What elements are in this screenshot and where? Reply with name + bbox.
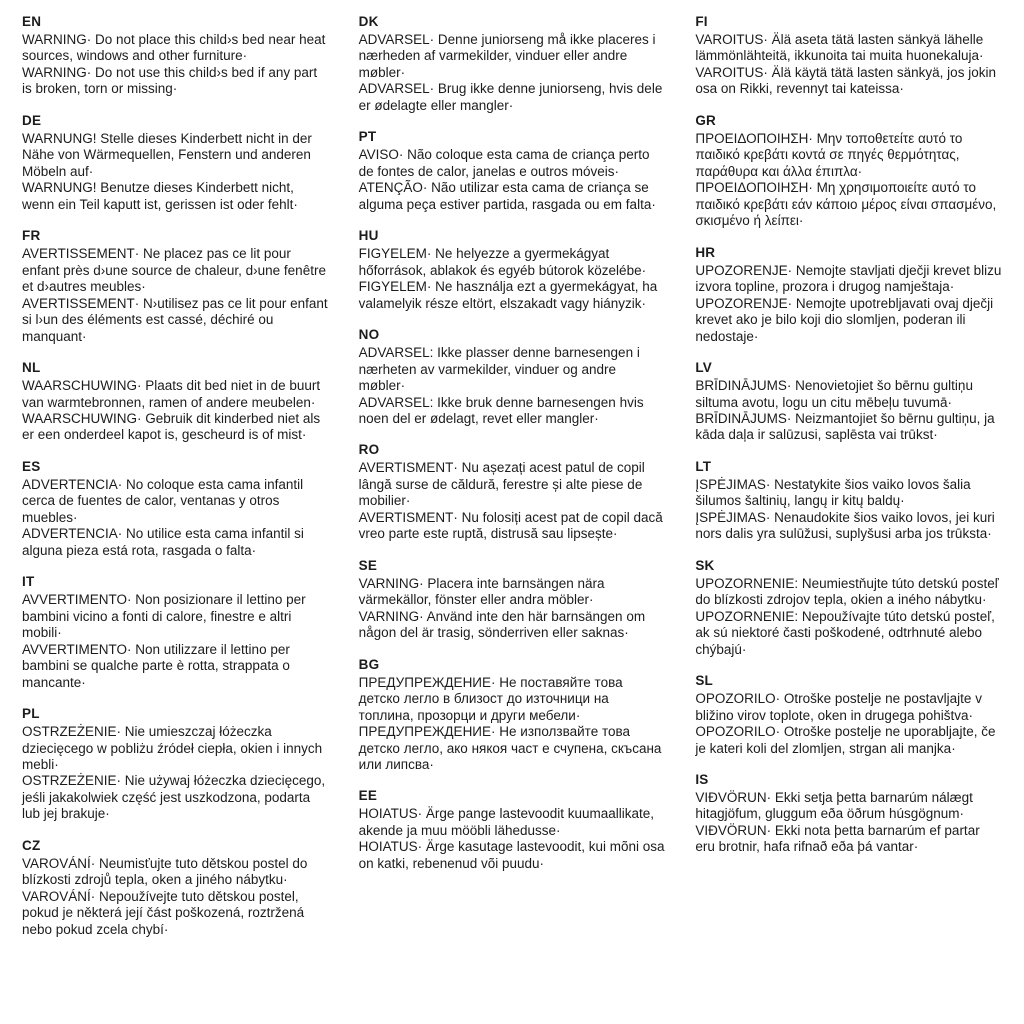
warning-paragraphs bbox=[359, 806, 666, 872]
warning-paragraph: VIÐVÖRUN· Ekki setja þetta barnarúm nálægt hitagjöfum, gluggum eða öðrum húsgögnum· bbox=[695, 790, 973, 822]
warning-paragraph: OSTRZEŻENIE· Nie umieszczaj łóżeczka dziecięcego w pobliżu źródeł ciepła, okien i innych mebli· bbox=[22, 724, 323, 772]
warning-paragraph: AVERTISSEMENT· Ne placez pas ce lit pour enfant près d›une source de chaleur, d›une fenêtre et d›autres meubles· bbox=[22, 246, 326, 295]
language-section bbox=[359, 442, 666, 542]
warning-paragraphs bbox=[359, 147, 666, 213]
warning-paragraphs bbox=[695, 263, 1002, 345]
language-code-heading: ES bbox=[22, 458, 41, 474]
language-section bbox=[359, 657, 666, 774]
language-section bbox=[695, 360, 1002, 444]
language-section bbox=[22, 838, 329, 938]
warning-paragraph: HOIATUS· Ärge kasutage lastevoodit, kui mõni osa on katki, rebenenud või puudu· bbox=[358, 839, 665, 871]
warning-paragraph: ATENÇÃO· Não utilizar esta cama de criança se alguma peça estiver partida, rasgada ou em falta· bbox=[358, 180, 656, 212]
language-section bbox=[359, 327, 666, 427]
language-section bbox=[695, 113, 1002, 230]
warning-paragraph: HOIATUS· Ärge pange lastevoodit kuumaallikate, akende ja muu mööbli lähedusse· bbox=[358, 806, 655, 838]
warning-paragraph: AVERTISSEMENT· N›utilisez pas ce lit pour enfant si l›un des éléments est cassé, déchiré ou manquant· bbox=[22, 295, 328, 344]
warning-paragraphs bbox=[359, 246, 666, 312]
language-section bbox=[695, 245, 1002, 345]
warning-paragraph: ĮSPĖJIMAS· Nenaudokite šios vaiko lovos, jei kuri nors dalis yra sulūžusi, suplyšusi arba jos trūksta· bbox=[695, 509, 995, 542]
language-section bbox=[695, 459, 1002, 543]
language-code-heading: GR bbox=[695, 112, 716, 128]
warning-paragraph: UPOZORENJE· Nemojte upotrebljavati ovaj dječji krevet ako je bilo koji dio slomljen, poderan ili nedostaje· bbox=[695, 295, 994, 344]
warning-paragraph: UPOZORNENIE: Nepoužívajte túto detskú posteľ, ak sú niektoré časti poškodené, odtrhnuté alebo chýbajú· bbox=[695, 608, 995, 657]
column-right bbox=[695, 14, 1002, 953]
warning-paragraph: AVVERTIMENTO· Non utilizzare il lettino per bambini se qualche parte è rotta, strappata o mancante· bbox=[22, 641, 290, 690]
warning-paragraphs bbox=[695, 32, 1002, 98]
language-code-heading: SK bbox=[695, 557, 715, 573]
warning-paragraphs bbox=[359, 576, 666, 642]
language-section bbox=[359, 129, 666, 213]
warning-paragraph: AVERTISMENT· Nu așezați acest patul de copil lângă surse de căldură, ferestre și alte piese de mobilier· bbox=[358, 460, 645, 509]
warning-paragraph: BRĪDINĀJUMS· Nenovietojiet šo bērnu gultiņu siltuma avotu, logu un citu mēbeļu tuvumā· bbox=[695, 378, 973, 410]
language-code-heading: HR bbox=[695, 244, 716, 260]
warning-paragraph: ADVARSEL: Ikke bruk denne barnesengen hvis noen del er ødelagt, revet eller mangler· bbox=[358, 394, 644, 426]
warning-paragraph: VAROVÁNÍ· Nepoužívejte tuto dětskou postel, pokud je některá její část poškozená, roztržená nebo pokud zcela chybí· bbox=[22, 888, 305, 937]
warning-paragraph: VIÐVÖRUN· Ekki nota þetta barnarúm ef partar eru brotnir, hafa rifnað eða þá vantar· bbox=[695, 822, 980, 855]
warning-paragraph: WARNUNG! Benutze dieses Kinderbett nicht, wenn ein Teil kaputt ist, gerissen ist oder fehlt· bbox=[22, 180, 298, 212]
language-code-heading: CZ bbox=[22, 837, 41, 853]
warning-paragraphs bbox=[22, 131, 329, 213]
warning-paragraphs bbox=[695, 378, 1002, 444]
warning-paragraphs bbox=[359, 32, 666, 114]
warning-paragraph: WARNING· Do not use this child›s bed if any part is broken, torn or missing· bbox=[22, 64, 318, 97]
language-section bbox=[695, 673, 1002, 757]
warning-paragraph: WARNUNG! Stelle dieses Kinderbett nicht in der Nähe von Wärmequellen, Fenstern und anderen Möbeln auf· bbox=[22, 130, 312, 179]
warning-paragraphs bbox=[695, 477, 1002, 543]
warning-paragraph: VAROITUS· Älä aseta tätä lasten sänkyä lähelle lämmönlähteitä, ikkunoita tai muita huonekaluja· bbox=[695, 32, 984, 64]
column-middle bbox=[359, 14, 666, 953]
language-code-heading: EE bbox=[358, 788, 378, 804]
language-code-heading: SE bbox=[358, 557, 378, 573]
warning-paragraph: ADVERTENCIA· No coloque esta cama infantil cerca de fuentes de calor, ventanas y otros muebles· bbox=[22, 476, 304, 525]
language-code-heading: EN bbox=[22, 14, 42, 29]
language-section bbox=[695, 772, 1002, 856]
language-code-heading: DE bbox=[22, 112, 42, 128]
warning-paragraph: BRĪDINĀJUMS· Neizmantojiet šo bērnu gultiņu, ja kāda daļa ir salūzusi, saplēsta vai trūkst· bbox=[695, 410, 995, 443]
language-section bbox=[22, 113, 329, 213]
warning-paragraph: ADVARSEL· Brug ikke denne juniorseng, hvis dele er ødelagte eller mangler· bbox=[358, 81, 663, 113]
language-code-heading: NO bbox=[358, 327, 380, 343]
warning-paragraph: OPOZORILO· Otroške postelje ne postavljajte v bližino virov toplote, oken in drugega pohištva· bbox=[695, 691, 982, 723]
warning-paragraphs bbox=[695, 691, 1002, 757]
warning-paragraph: ΠΡΟΕΙΔΟΠΟΙΗΣΗ· Μην τοποθετείτε αυτό το παιδικό κρεβάτι κοντά σε πηγές θερμότητας, παράθυρα και άλλα έπιπλα· bbox=[695, 130, 963, 179]
warning-paragraph: VAROVÁNÍ· Neumisťujte tuto dětskou postel do blízkosti zdrojů tepla, oken a jiného nábytku· bbox=[22, 855, 308, 888]
warning-paragraphs bbox=[359, 345, 666, 427]
language-section bbox=[22, 360, 329, 444]
language-section bbox=[22, 706, 329, 823]
warning-paragraph: ПРЕДУПРЕЖДЕНИЕ· Не поставяйте това детско легло в близост до източници на топлина, прозорци и други мебели· bbox=[358, 674, 623, 723]
language-code-heading: RO bbox=[358, 442, 380, 458]
language-section bbox=[22, 14, 329, 98]
language-code-heading: PL bbox=[22, 706, 40, 722]
language-section bbox=[695, 14, 1002, 98]
warning-paragraphs bbox=[22, 724, 329, 823]
language-code-heading: LT bbox=[695, 458, 712, 474]
warning-paragraphs bbox=[359, 460, 666, 542]
warning-paragraph: AVISO· Não coloque esta cama de criança perto de fontes de calor, janelas e outros móveis· bbox=[358, 147, 650, 179]
warning-paragraph: AVERTISMENT· Nu folosiți acest pat de copil dacă vreo parte este ruptă, distrusă sau lipsește· bbox=[358, 509, 663, 542]
warning-paragraph: ADVERTENCIA· No utilice esta cama infantil si alguna pieza está rota, rasgada o falta· bbox=[22, 526, 304, 558]
language-section bbox=[22, 574, 329, 691]
warning-paragraph: WAARSCHUWING· Plaats dit bed niet in de buurt van warmtebronnen, ramen of andere meubelen· bbox=[22, 378, 321, 410]
language-code-heading: IT bbox=[22, 574, 35, 590]
warning-paragraph: VARNING· Använd inte den här barnsängen om någon del är trasig, sönderriven eller saknas· bbox=[358, 608, 646, 641]
language-code-heading: FI bbox=[695, 14, 708, 29]
warning-paragraphs bbox=[695, 576, 1002, 658]
warning-paragraph: UPOZORNENIE: Neumiestňujte túto detskú posteľ do blízkosti zdrojov tepla, okien a iného nábytku· bbox=[695, 575, 999, 608]
warning-paragraphs bbox=[22, 477, 329, 559]
warning-paragraph: FIGYELEM· Ne használja ezt a gyermekágyat, ha valamelyik része eltört, elszakadt vagy hiányzik· bbox=[358, 279, 658, 311]
language-code-heading: PT bbox=[358, 129, 377, 145]
warning-paragraph: AVVERTIMENTO· Non posizionare il lettino per bambini vicino a fonti di calore, finestre e altri mobili· bbox=[22, 592, 306, 641]
language-section bbox=[359, 788, 666, 872]
warning-paragraph: WARNING· Do not place this child›s bed near heat sources, windows and other furniture· bbox=[22, 32, 326, 64]
language-code-heading: BG bbox=[358, 656, 380, 672]
warning-paragraph: UPOZORENJE· Nemojte stavljati dječji krevet blizu izvora topline, prozora i drugog namještaja· bbox=[695, 262, 1002, 295]
warning-paragraph: WAARSCHUWING· Gebruik dit kinderbed niet als er een onderdeel kapot is, gescheurd is of mist· bbox=[22, 410, 321, 443]
language-section bbox=[359, 14, 666, 114]
column-left bbox=[22, 14, 329, 953]
warning-paragraph: VAROITUS· Älä käytä tätä lasten sänkyä, jos jokin osa on Rikki, revennyt tai kateissa· bbox=[695, 64, 996, 97]
language-code-heading: SL bbox=[695, 673, 713, 689]
warning-paragraph: ADVARSEL: Ikke plasser denne barnesengen i nærheten av varmekilder, vinduer og andre møbler· bbox=[358, 345, 640, 394]
language-section bbox=[359, 228, 666, 312]
warning-paragraph: VARNING· Placera inte barnsängen nära värmekällor, fönster eller andra möbler· bbox=[358, 575, 605, 608]
language-section bbox=[22, 228, 329, 345]
warning-paragraphs bbox=[22, 32, 329, 98]
language-section bbox=[359, 558, 666, 642]
warning-paragraph: FIGYELEM· Ne helyezze a gyermekágyat hőforrások, ablakok és egyéb bútorok közelébe· bbox=[358, 246, 647, 278]
warning-paragraph: ПРЕДУПРЕЖДЕНИЕ· Не използвайте това детско легло, ако някоя част е счупена, скъсана или липсва· bbox=[358, 724, 662, 772]
warning-paragraphs bbox=[22, 378, 329, 444]
warning-paragraph: ΠΡΟΕΙΔΟΠΟΙΗΣΗ· Μη χρησιμοποιείτε αυτό το παιδικό κρεβάτι εάν κάποιο μέρος είναι σπασμένο, σκισμένο ή λείπει· bbox=[695, 180, 997, 229]
warning-paragraphs bbox=[22, 592, 329, 691]
language-section bbox=[695, 558, 1002, 658]
language-code-heading: NL bbox=[22, 360, 41, 376]
warning-paragraph: OPOZORILO· Otroške postelje ne uporabljajte, če je kateri koli del zlomljen, strgan ali manjka· bbox=[695, 724, 996, 756]
language-section bbox=[22, 459, 329, 559]
language-code-heading: IS bbox=[695, 772, 709, 787]
warning-paragraph: ĮSPĖJIMAS· Nestatykite šios vaiko lovos šalia šilumos šaltinių, langų ir kitų baldų· bbox=[695, 476, 971, 509]
warning-paragraphs bbox=[695, 131, 1002, 230]
language-code-heading: LV bbox=[695, 360, 712, 376]
warning-paragraph: OSTRZEŻENIE· Nie używaj łóżeczka dziecięcego, jeśli jakakolwiek część jest uszkodzona, podarta lub jej brakuje· bbox=[22, 773, 326, 822]
language-code-heading: FR bbox=[22, 228, 41, 244]
warning-paragraphs bbox=[359, 675, 666, 774]
warning-paragraphs bbox=[695, 790, 1002, 856]
language-code-heading: DK bbox=[358, 14, 379, 29]
warning-paragraphs bbox=[22, 856, 329, 938]
language-code-heading: HU bbox=[358, 228, 379, 244]
warning-paragraph: ADVARSEL· Denne juniorseng må ikke placeres i nærheden af varmekilder, vinduer eller andre møbler· bbox=[358, 32, 656, 80]
warning-paragraphs bbox=[22, 246, 329, 345]
